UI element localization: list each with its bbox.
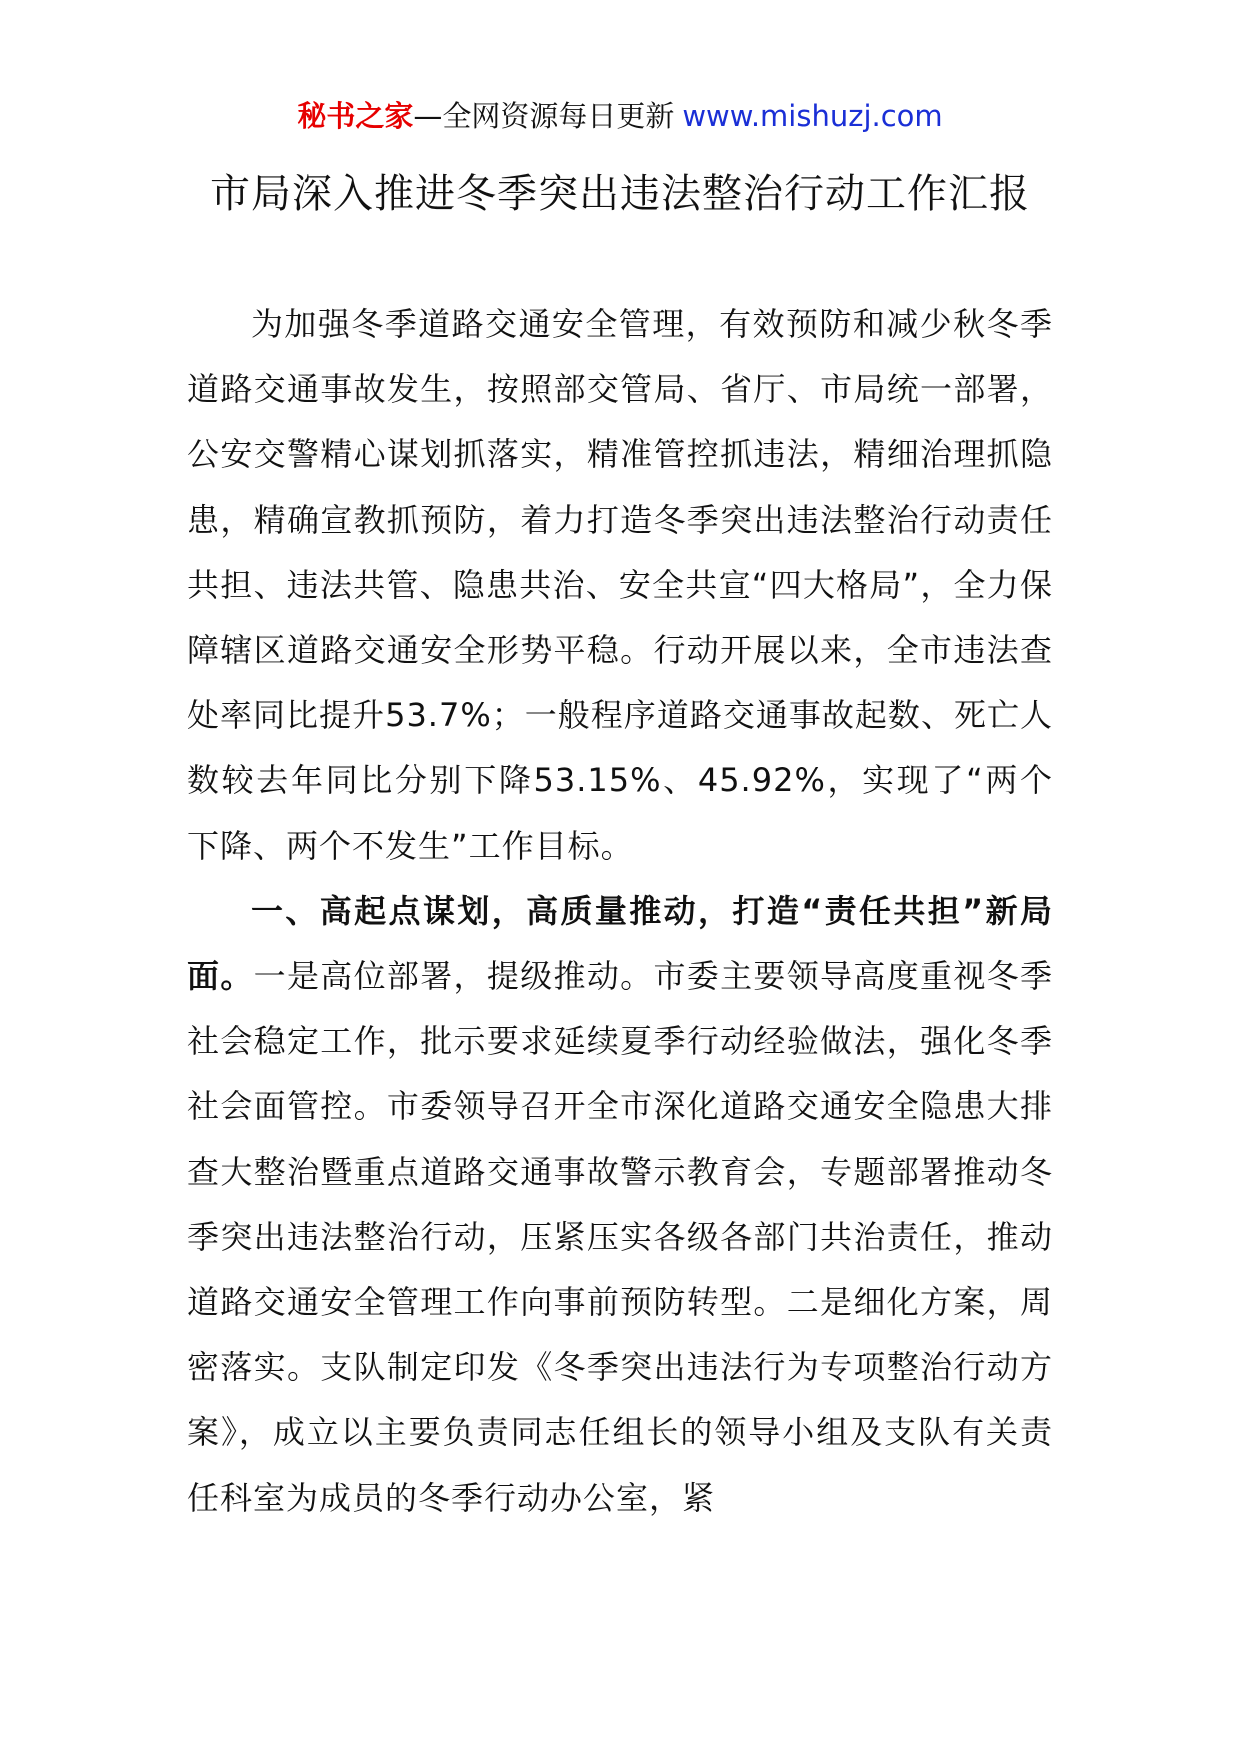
document-title: 市局深入推进冬季突出违法整治行动工作汇报: [210, 171, 1030, 217]
intro-paragraph: 为加强冬季道路交通安全管理，有效预防和减少秋冬季道路交通事故发生，按照部交管局、省厅、市局统一部署，公安交警精心谋划抓落实，精准管控抓违法，精细治理抓隐患，精确宣教抓预防，着力打造冬季突出违法整治行动责任共担、违法共管、隐患共治、安全共宣“四大格局”，全力保障辖区道路交通安全形势平稳。行动开展以来，全市违法查处率同比提升53.7%；一般程序道路交通事故起数、死亡人数较去年同比分别下降53.15%、45.92%，实现了“两个下降、两个不发生”工作目标。: [187, 305, 1053, 865]
site-url-link[interactable]: www.mishuzj.com: [682, 99, 943, 133]
section-1-paragraph: [187, 879, 1053, 1531]
document-body: [187, 292, 1053, 1531]
brand-name: 秘书之家: [297, 99, 414, 133]
section-1-heading: 一、高起点谋划，高质量推动，打造“责任共担”新局面。: [187, 891, 1053, 996]
header-tagline: —全网资源每日更新: [413, 99, 675, 133]
header-banner: [0, 96, 1240, 136]
section-1-body: 一是高位部署，提级推动。市委主要领导高度重视冬季社会稳定工作，批示要求延续夏季行动经验做法，强化冬季社会面管控。市委领导召开全市深化道路交通安全隐患大排查大整治暨重点道路交通事故警示教育会，专题部署推动冬季突出违法整治行动，压紧压实各级各部门共治责任，推动道路交通安全管理工作向事前预防转型。二是细化方案，周密落实。支队制定印发《冬季突出违法行为专项整治行动方案》，成立以主要负责同志任组长的领导小组及支队有关责任科室为成员的冬季行动办公室，紧: [187, 957, 1053, 1517]
